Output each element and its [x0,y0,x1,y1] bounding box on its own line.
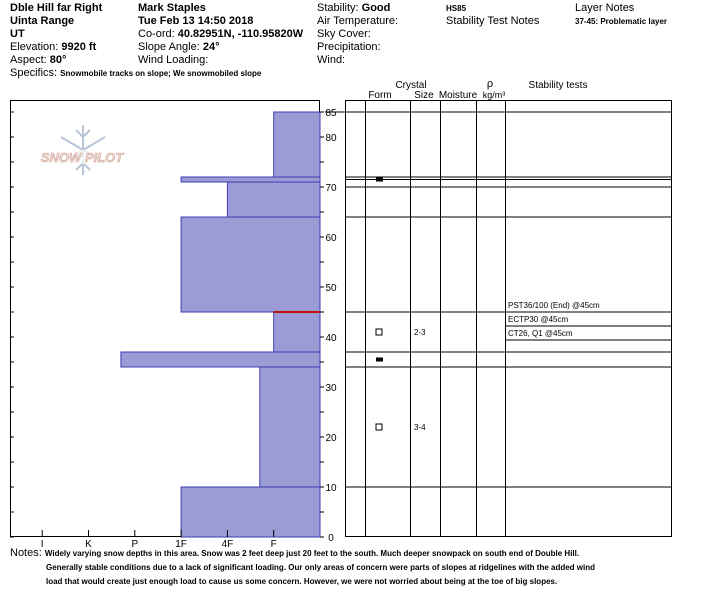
logo-text: SNOW PILOT [40,150,124,165]
hardness-label-F: F [270,539,277,550]
hardness-bar-1 [260,367,320,487]
sky-cover-label: Sky Cover: [317,28,371,40]
range-name: Uinta Range [10,15,75,27]
form-header: Form [368,90,392,101]
stability-label: Stability: [317,2,359,14]
stability-tests-header: Stability tests [528,80,588,91]
hardness-label-K: K [85,539,92,550]
location-name: Dble Hill far Right [10,2,103,14]
faceted-crystal-symbol-0 [376,424,382,430]
crystal-header: Crystal [395,80,427,91]
stability-tests [505,301,671,340]
crust-symbol-1 [376,358,383,362]
wind-label: Wind: [317,54,346,66]
hardness-layers [121,112,320,537]
notes-text-1: Widely varying snow depths in this area. Snow was 2 feet deep just 20 feet to the south. Much deeper snowpack on south end of Double Hill. [44,549,580,558]
slope-value: 24° [202,41,220,53]
height-label-40: 40 [325,333,337,344]
hardness-bar-7 [274,112,320,177]
crust-symbol-3 [376,178,383,182]
notes-label: Notes: [10,547,42,559]
height-label-70: 70 [325,183,337,194]
layer-notes-value: 37-45: Problematic layer [575,17,668,26]
grain-size-2: 2-3 [414,328,426,337]
layer-notes-label: Layer Notes [575,2,635,14]
coord-value: 40.82951N, -110.95820W [177,28,304,40]
aspect-label: Aspect: [10,54,47,66]
height-label-50: 50 [325,283,337,294]
hardness-bar-6 [181,177,320,182]
height-label-60: 60 [325,233,337,244]
size-header: Size [414,90,434,101]
faceted-crystal-symbol-2 [376,329,382,335]
hardness-bar-4 [181,217,320,312]
coord-label: Co-ord: [138,28,175,40]
hs-value: HS85 [446,4,467,13]
snowpilot-logo [26,125,138,175]
stability-test-notes-label: Stability Test Notes [446,15,540,27]
height-label-80: 80 [325,133,337,144]
state-name: UT [10,28,25,40]
specifics-label: Specifics: [10,67,58,79]
hardness-bar-0 [181,487,320,537]
stability-test-0: PST36/100 (End) @45cm [508,301,600,310]
height-axis [320,108,345,544]
specifics-value: Snowmobile tracks on slope; We snowmobiled slope [60,69,262,78]
height-label-85: 85 [325,108,337,119]
stability-test-2: CT26, Q1 @45cm [508,329,573,338]
stability-test-1: ECTP30 @45cm [508,315,569,324]
notes-line-1 [10,547,579,560]
precipitation-label: Precipitation: [317,41,381,53]
height-label-0: 0 [328,533,334,544]
moisture-header: Moisture [438,90,478,101]
hardness-label-4F: 4F [221,539,234,550]
density-unit-header: kg/m³ [482,90,506,100]
height-label-10: 10 [325,483,337,494]
elevation-label: Elevation: [10,41,59,53]
aspect-value: 80° [49,54,67,66]
observer-name: Mark Staples [138,2,206,14]
stability-value: Good [361,2,391,14]
air-temp-label: Air Temperature: [317,15,399,27]
observation-datetime: Tue Feb 13 14:50 2018 [138,15,254,27]
grain-layers [345,112,671,487]
hardness-label-I: I [40,539,44,550]
elevation-value: 9920 ft [61,41,97,53]
hardness-bar-3 [274,312,320,352]
hardness-bar-5 [227,182,320,217]
hardness-label-P: P [131,539,139,550]
grain-size-0: 3-4 [414,423,426,432]
notes-text-2: Generally stable conditions due to a lack of significant loading. Our only areas of concern were parts of slopes at ridgelines with the added wind [46,563,595,572]
grain-symbols [376,178,426,433]
slope-label: Slope Angle: [138,41,200,53]
height-label-30: 30 [325,383,337,394]
height-label-20: 20 [325,433,337,444]
grain-panel-columns [366,100,506,537]
hardness-label-1F: 1F [175,539,187,550]
wind-loading-label: Wind Loading: [138,54,209,66]
density-rho-header: ρ [486,78,494,90]
notes-text-3: load that would create just enough load to cause us some concern. However, we were not worried about being at the toe of big slopes. [46,577,558,586]
hardness-bar-2 [121,352,320,367]
